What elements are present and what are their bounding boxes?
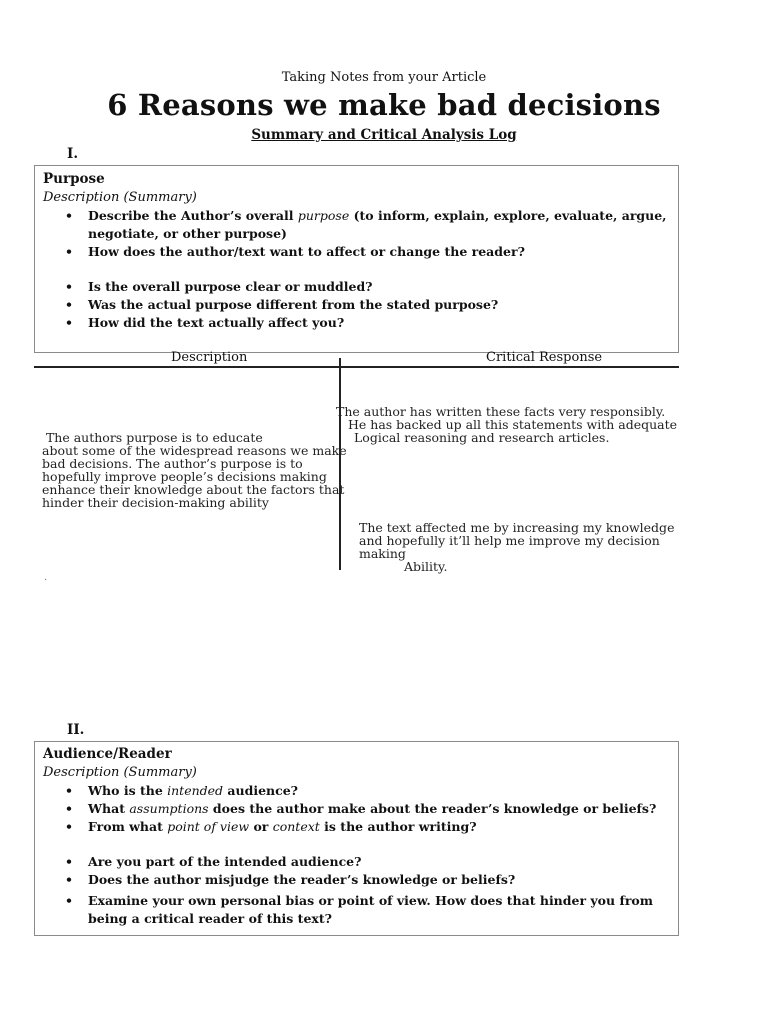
- audience-description-label: Description (Summary): [43, 765, 197, 780]
- stray-mark: .: [44, 572, 48, 583]
- section-1-numeral: I.: [67, 146, 79, 162]
- page-subtitle: Taking Notes from your Article: [281, 70, 487, 85]
- log-title: Summary and Critical Analysis Log: [251, 127, 517, 143]
- purpose-question: • Describe the Author’s overall purpose (to inform, explain, explore, evaluate, argue, negotiate, or other purpose): [43, 207, 670, 243]
- purpose-questions: [43, 207, 670, 332]
- audience-question: • Are you part of the intended audience?: [43, 853, 670, 871]
- audience-question: • What assumptions does the author make about the reader’s knowledge or beliefs?: [43, 800, 670, 818]
- table-header-rule: [34, 366, 679, 368]
- audience-heading: Audience/Reader: [43, 746, 172, 762]
- critical-response-answer-1: The author has written these facts very responsibly. He has backed up all this statements with adequate Logical reasoning and research articles.: [336, 404, 678, 445]
- purpose-question: • How did the text actually affect you?: [43, 314, 670, 332]
- description-answer: The authors purpose is to educate about some of the widespread reasons we make bad decisions. The author’s purpose is to hopefully improve people’s decisions making enhance their knowledge about the factors that hinder their decision-making ability: [42, 430, 347, 510]
- critical-response-column-header: Critical Response: [486, 350, 603, 365]
- purpose-question: • Is the overall purpose clear or muddled?: [43, 278, 670, 296]
- audience-question: • From what point of view or context is the author writing?: [43, 818, 670, 836]
- audience-questions: [43, 782, 670, 928]
- audience-question: • Examine your own personal bias or point of view. How does that hinder you from being a critical reader of this text?: [43, 892, 670, 928]
- description-column-header: Description: [171, 350, 248, 365]
- audience-question: • Who is the intended audience?: [43, 782, 670, 800]
- purpose-description-label: Description (Summary): [43, 190, 197, 205]
- page-title: 6 Reasons we make bad decisions: [107, 88, 661, 122]
- section-2-numeral: II.: [67, 722, 85, 738]
- purpose-box: [34, 165, 679, 353]
- purpose-question: • How does the author/text want to affect or change the reader?: [43, 243, 670, 261]
- audience-question: • Does the author misjudge the reader’s knowledge or beliefs?: [43, 871, 670, 889]
- critical-response-answer-2: The text affected me by increasing my knowledge and hopefully it’ll help me improve my decision making Ability.: [359, 520, 675, 574]
- purpose-heading: Purpose: [43, 171, 105, 187]
- purpose-question: • Was the actual purpose different from the stated purpose?: [43, 296, 670, 314]
- audience-box: [34, 741, 679, 936]
